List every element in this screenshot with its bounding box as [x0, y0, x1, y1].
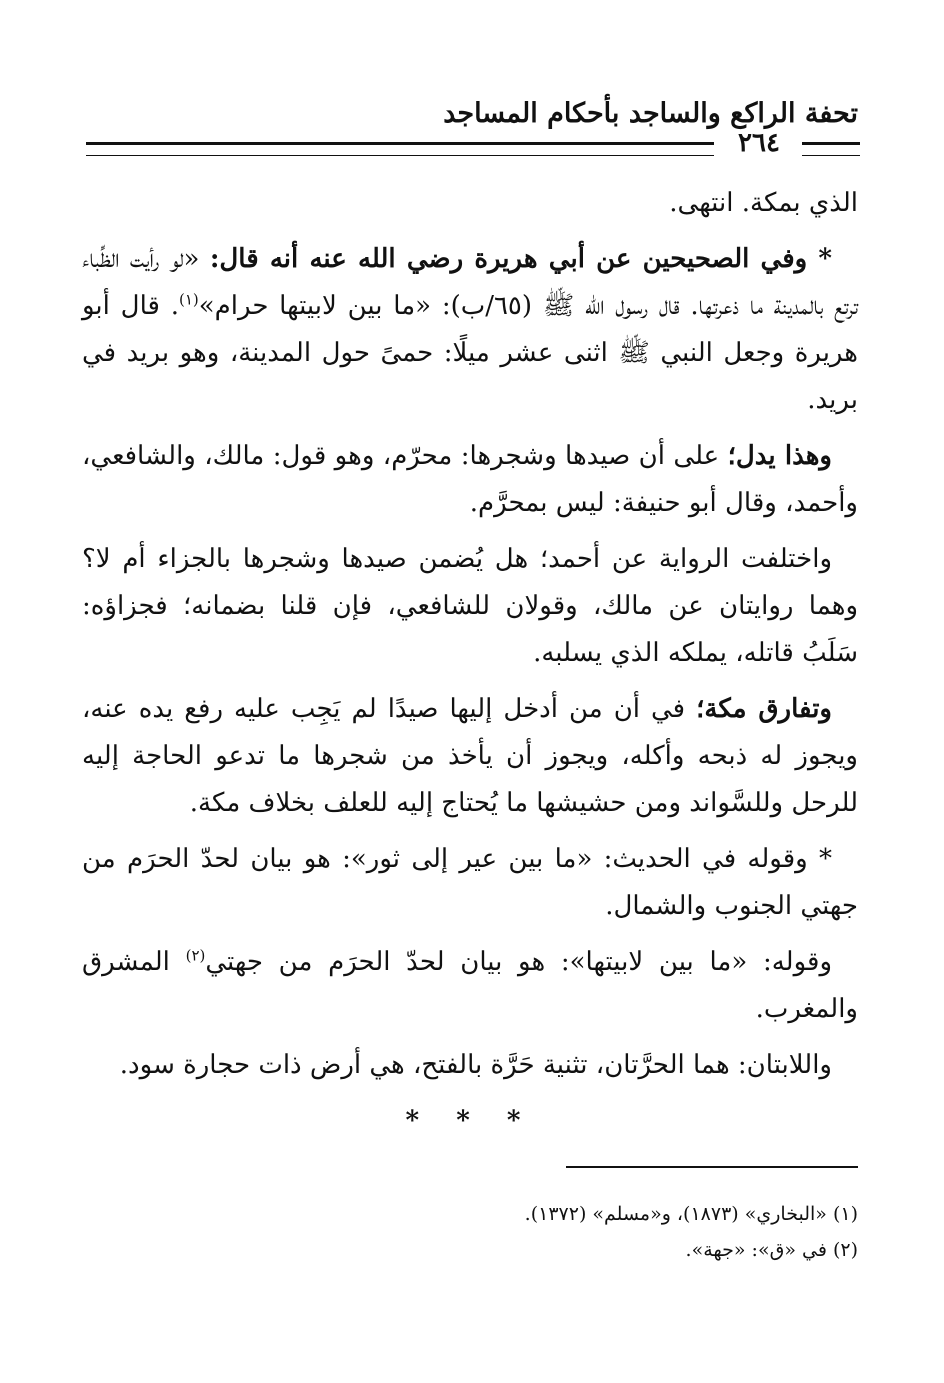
- footnote-ref-1: (١): [178, 290, 199, 309]
- paragraph-4: [82, 536, 858, 677]
- paragraph-6: [82, 836, 858, 930]
- footnote-1: (١) «البخاري» (١٨٧٣)، و«مسلم» (١٣٧٢).: [524, 1203, 858, 1225]
- paragraph-2: [82, 236, 858, 424]
- paragraph-7-tail: المشرق والمغرب.: [82, 947, 858, 1024]
- paragraph-2-lead: * وفي الصحيحين عن أبي هريرة رضي الله عنه أنه قال:: [209, 244, 832, 274]
- footnote-divider: [566, 1166, 858, 1168]
- footnote-2: (٢) في «ق»: «جهة».: [685, 1239, 858, 1261]
- header-rule-right: [802, 142, 860, 156]
- paragraph-5: [82, 686, 858, 827]
- header-rule-left: [86, 142, 714, 156]
- paragraph-2-tail: . قال أبو هريرة وجعل النبي ﷺ اثنى عشر ميلًا: حمىً حول المدينة، وهو بريد في بريد.: [82, 291, 858, 415]
- paragraph-3: [82, 433, 858, 527]
- section-separator: * * *: [405, 1106, 535, 1136]
- paragraph-1: [82, 180, 858, 227]
- running-header-title: تحفة الراكع والساجد بأحكام المساجد: [443, 98, 858, 129]
- paragraph-7: [82, 939, 858, 1033]
- paragraph-2-text: «لو رأيت الظِّباء ترتع بالمدينة ما ذعرتها. قال رسول الله ﷺ (٦٥/ب): «ما بين لابيتها حرام»: [82, 244, 858, 321]
- paragraph-7-text: وقوله: «ما بين لابيتها»: هو بيان لحدّ الحرَم من جهتي: [205, 947, 833, 977]
- paragraph-3-lead: وهذا يدل؛: [727, 441, 832, 471]
- page-number: ٢٦٤: [738, 128, 780, 158]
- main-text: [82, 180, 858, 1145]
- paragraph-6-text: * وقوله في الحديث: «ما بين عير إلى ثور»: هو بيان لحدّ الحرَم من جهتي الجنوب والشمال.: [82, 844, 858, 921]
- paragraph-4-text: واختلفت الرواية عن أحمد؛ هل يُضمن صيدها وشجرها بالجزاء أم لا؟ وهما روايتان عن مالك، وقولان للشافعي، فإن قلنا بضمانه؛ فجزاؤه: سَلَبُ قاتله، يملكه الذي يسلبه.: [82, 544, 858, 668]
- paragraph-5-lead: وتفارق مكة؛: [696, 694, 832, 724]
- paragraph-1-text: الذي بمكة. انتهى.: [669, 188, 858, 218]
- paragraph-5-text: في أن من أدخل إليها صيدًا لم يَجِب عليه رفع يده عنه، ويجوز له ذبحه وأكله، ويجوز أن يأخذ من شجرها ما تدعو الحاجة إليه للرحل وللسَّواند ومن حشيشها ما يُحتاج إليه للعلف بخلاف مكة.: [82, 694, 858, 818]
- footnote-ref-2: (٢): [185, 946, 206, 965]
- paragraph-8: [82, 1042, 858, 1089]
- paragraph-3-text: على أن صيدها وشجرها: محرّم، وهو قول: مالك، والشافعي، وأحمد، وقال أبو حنيفة: ليس بمحرَّم.: [82, 441, 858, 518]
- paragraph-8-text: واللابتان: هما الحرَّتان، تثنية حَرَّة بالفتح، هي أرض ذات حجارة سود.: [119, 1050, 832, 1080]
- footnotes: [82, 1196, 858, 1268]
